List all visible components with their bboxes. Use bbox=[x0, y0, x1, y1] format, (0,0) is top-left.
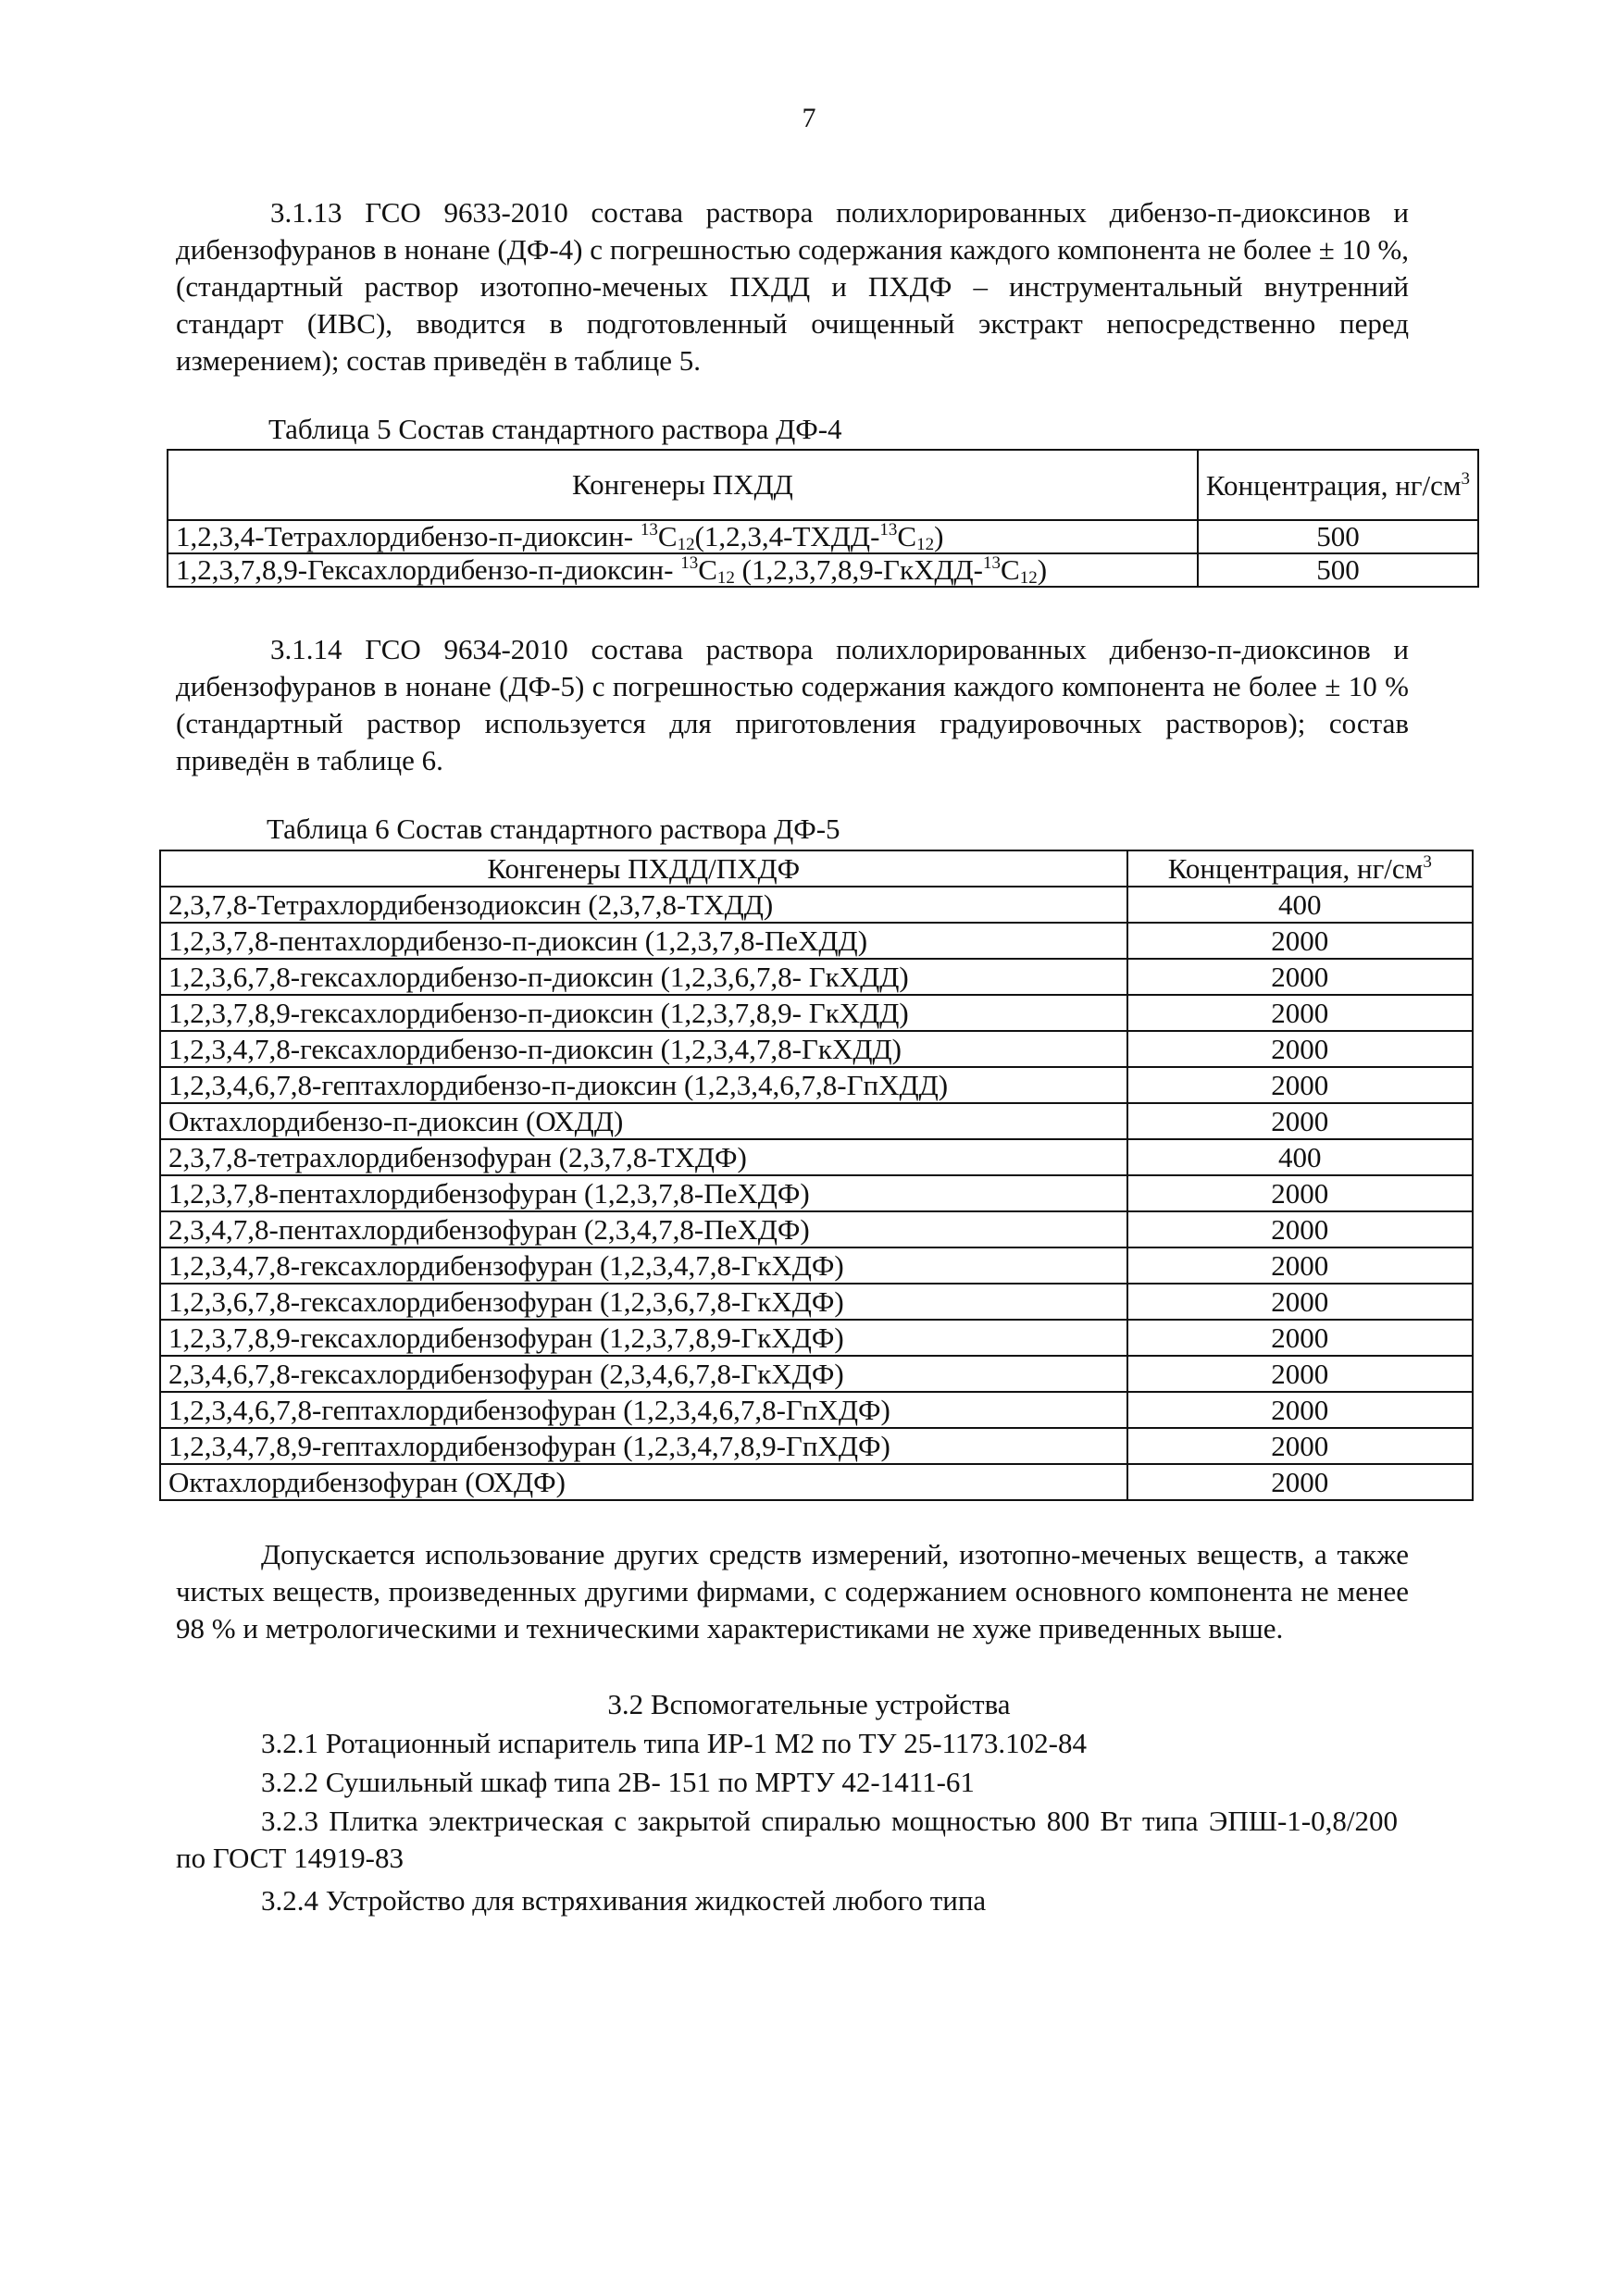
table-6-value-cell: 400 bbox=[1127, 1139, 1473, 1175]
table-6-value-cell: 2000 bbox=[1127, 1067, 1473, 1103]
table-5-header-row bbox=[168, 450, 1478, 520]
carbon-sub: 12 bbox=[677, 535, 695, 554]
table-6-congener-cell: 1,2,3,4,7,8,9-гептахлордибензофуран (1,2,3,4,7,8,9-ГпХДФ) bbox=[160, 1428, 1127, 1464]
table-6-congener-cell: 2,3,4,6,7,8-гексахлордибензофуран (2,3,4,6,7,8-ГкХДФ) bbox=[160, 1356, 1127, 1392]
carbon-sub: 12 bbox=[1019, 568, 1038, 588]
table-row bbox=[168, 520, 1478, 553]
table-6-value-cell: 2000 bbox=[1127, 1031, 1473, 1067]
table-row bbox=[160, 1428, 1473, 1464]
table-row bbox=[160, 1031, 1473, 1067]
paragraph-allowed-substitutes: Допускается использование других средств измерений, изотопно-меченых веществ, а также чистых веществ, произведенных другими фирмами, с содержанием основного компонента не менее 98 % и метрологическими и техническими характеристиками не хуже приведенных выше. bbox=[176, 1538, 1409, 1644]
congener-text: C bbox=[1001, 553, 1020, 586]
table-row bbox=[160, 1247, 1473, 1284]
table-row bbox=[160, 995, 1473, 1031]
table-row bbox=[160, 1356, 1473, 1392]
congener-text: 1,2,3,4-Тетрахлордибензо-п-диоксин- bbox=[176, 520, 641, 552]
table-row bbox=[160, 1464, 1473, 1500]
table-6-congener-cell: 2,3,7,8-Тетрахлордибензодиоксин (2,3,7,8-ТХДД) bbox=[160, 887, 1127, 923]
table-5-header-concentration-text: Концентрация, нг/см bbox=[1205, 468, 1462, 502]
table-6-header-concentration bbox=[1127, 850, 1473, 887]
item-3-2-4: 3.2.4 Устройство для встряхивания жидкостей любого типа bbox=[261, 1884, 987, 1917]
table-6-header-concentration-sup: 3 bbox=[1423, 852, 1432, 872]
table-row bbox=[160, 1175, 1473, 1211]
table-6-value-cell: 2000 bbox=[1127, 995, 1473, 1031]
table-6-value-cell: 2000 bbox=[1127, 1428, 1473, 1464]
table-row bbox=[168, 553, 1478, 587]
table-6-congener-cell: 2,3,7,8-тетрахлордибензофуран (2,3,7,8-ТХДФ) bbox=[160, 1139, 1127, 1175]
paragraph-3-1-13: 3.1.13 ГСО 9633-2010 состава раствора полихлорированных дибензо-п-диоксинов и дибензофуранов в нонане (ДФ-4) с погрешностью содержания каждого компонента не более ± 10 %, (стандартный раствор изотопно-меченых ПХДД и ПХДФ – инструментальный внутренний стандарт (ИВС), вводится в подготовленный очищенный экстракт непосредственно перед измерением); состав приведён в таблице 5. bbox=[176, 196, 1409, 377]
isotope-sup: 13 bbox=[983, 553, 1002, 573]
table-6-value-cell: 2000 bbox=[1127, 1247, 1473, 1284]
table-6 bbox=[159, 850, 1474, 1501]
table-5-header-concentration bbox=[1198, 450, 1478, 520]
congener-text: 1,2,3,7,8,9-Гексахлордибензо-п-диоксин- bbox=[176, 553, 681, 586]
table-6-value-cell: 2000 bbox=[1127, 1320, 1473, 1356]
table-row bbox=[160, 1067, 1473, 1103]
table-6-congener-cell: 1,2,3,6,7,8-гексахлордибензо-п-диоксин (1,2,3,6,7,8- ГкХДД) bbox=[160, 959, 1127, 995]
table-6-value-cell: 2000 bbox=[1127, 1284, 1473, 1320]
table-6-value-cell: 2000 bbox=[1127, 1211, 1473, 1247]
congener-text: C bbox=[897, 520, 917, 552]
page-number: 7 bbox=[802, 103, 816, 133]
table-row bbox=[160, 1284, 1473, 1320]
section-3-2-title: 3.2 Вспомогательные устройства bbox=[607, 1688, 1011, 1720]
table-row bbox=[160, 887, 1473, 923]
table-5-congener-cell bbox=[168, 553, 1198, 587]
item-3-2-2: 3.2.2 Сушильный шкаф типа 2В- 151 по МРТУ 42-1411-61 bbox=[261, 1766, 975, 1798]
table-6-congener-cell: 1,2,3,7,8,9-гексахлордибензофуран (1,2,3,7,8,9-ГкХДФ) bbox=[160, 1320, 1127, 1356]
table-6-congener-cell: 1,2,3,7,8-пентахлордибензо-п-диоксин (1,2,3,7,8-ПеХДД) bbox=[160, 923, 1127, 959]
table-5-congener-cell bbox=[168, 520, 1198, 553]
table-6-caption: Таблица 6 Состав стандартного раствора ДФ-5 bbox=[267, 813, 840, 845]
table-row bbox=[160, 923, 1473, 959]
table-row bbox=[160, 1211, 1473, 1247]
table-row bbox=[160, 959, 1473, 995]
table-row bbox=[160, 1139, 1473, 1175]
table-6-congener-cell: 1,2,3,6,7,8-гексахлордибензофуран (1,2,3,6,7,8-ГкХДФ) bbox=[160, 1284, 1127, 1320]
table-6-congener-cell: 1,2,3,4,7,8-гексахлордибензофуран (1,2,3,4,7,8-ГкХДФ) bbox=[160, 1247, 1127, 1284]
table-5-value-cell: 500 bbox=[1198, 553, 1478, 587]
table-6-value-cell: 2000 bbox=[1127, 1103, 1473, 1139]
item-3-2-1: 3.2.1 Ротационный испаритель типа ИР-1 М2 по ТУ 25-1173.102-84 bbox=[261, 1727, 1087, 1759]
table-6-congener-cell: 2,3,4,7,8-пентахлордибензофуран (2,3,4,7,8-ПеХДФ) bbox=[160, 1211, 1127, 1247]
table-6-value-cell: 2000 bbox=[1127, 1175, 1473, 1211]
carbon-sub: 12 bbox=[716, 568, 735, 588]
table-6-value-cell: 2000 bbox=[1127, 1392, 1473, 1428]
table-6-value-cell: 2000 bbox=[1127, 923, 1473, 959]
carbon-sub: 12 bbox=[916, 535, 935, 554]
table-6-congener-cell: 1,2,3,4,6,7,8-гептахлордибензофуран (1,2,3,4,6,7,8-ГпХДФ) bbox=[160, 1392, 1127, 1428]
table-6-congener-cell: 1,2,3,7,8,9-гексахлордибензо-п-диоксин (1,2,3,7,8,9- ГкХДД) bbox=[160, 995, 1127, 1031]
table-6-value-cell: 2000 bbox=[1127, 959, 1473, 995]
congener-text: ) bbox=[1037, 553, 1048, 586]
table-6-congener-cell: 1,2,3,4,6,7,8-гептахлордибензо-п-диоксин (1,2,3,4,6,7,8-ГпХДД) bbox=[160, 1067, 1127, 1103]
isotope-sup: 13 bbox=[879, 520, 898, 540]
table-5-header-congeners: Конгенеры ПХДД bbox=[168, 450, 1198, 520]
table-6-value-cell: 2000 bbox=[1127, 1356, 1473, 1392]
paragraph-3-1-14: 3.1.14 ГСО 9634-2010 состава раствора полихлорированных дибензо-п-диоксинов и дибензофуранов в нонане (ДФ-5) с погрешностью содержания каждого компонента не более ± 10 % (стандартный раствор используется для приготовления градуировочных растворов); состав приведён в таблице 6. bbox=[176, 633, 1409, 776]
isotope-sup: 13 bbox=[680, 553, 699, 573]
table-6-value-cell: 2000 bbox=[1127, 1464, 1473, 1500]
table-5-value-cell: 500 bbox=[1198, 520, 1478, 553]
congener-text: (1,2,3,7,8,9-ГкХДД- bbox=[734, 553, 984, 586]
congener-text: (1,2,3,4-ТХДД- bbox=[694, 520, 880, 552]
congener-text: C bbox=[698, 553, 717, 586]
table-row bbox=[160, 1103, 1473, 1139]
table-row bbox=[160, 1392, 1473, 1428]
table-5-header-concentration-sup: 3 bbox=[1461, 468, 1470, 489]
table-6-header-row bbox=[160, 850, 1473, 887]
table-5-caption: Таблица 5 Состав стандартного раствора ДФ-4 bbox=[268, 413, 842, 445]
table-5 bbox=[167, 449, 1479, 588]
item-3-2-3: 3.2.3 Плитка электрическая с закрытой спиралью мощностью 800 Вт типа ЭПШ-1-0,8/200 по ГОСТ 14919-83 bbox=[176, 1805, 1398, 1874]
congener-text: C bbox=[657, 520, 678, 552]
table-6-congener-cell: 1,2,3,7,8-пентахлордибензофуран (1,2,3,7,8-ПеХДФ) bbox=[160, 1175, 1127, 1211]
table-6-congener-cell: Октахлордибензо-п-диоксин (ОХДД) bbox=[160, 1103, 1127, 1139]
congener-text: ) bbox=[934, 520, 944, 552]
table-row bbox=[160, 1320, 1473, 1356]
isotope-sup: 13 bbox=[640, 520, 658, 540]
table-6-header-concentration-text: Концентрация, нг/см bbox=[1167, 852, 1424, 885]
table-6-value-cell: 400 bbox=[1127, 887, 1473, 923]
table-6-congener-cell: 1,2,3,4,7,8-гексахлордибензо-п-диоксин (1,2,3,4,7,8-ГкХДД) bbox=[160, 1031, 1127, 1067]
table-6-congener-cell: Октахлордибензофуран (ОХДФ) bbox=[160, 1464, 1127, 1500]
table-6-header-congeners: Конгенеры ПХДД/ПХДФ bbox=[160, 850, 1127, 887]
